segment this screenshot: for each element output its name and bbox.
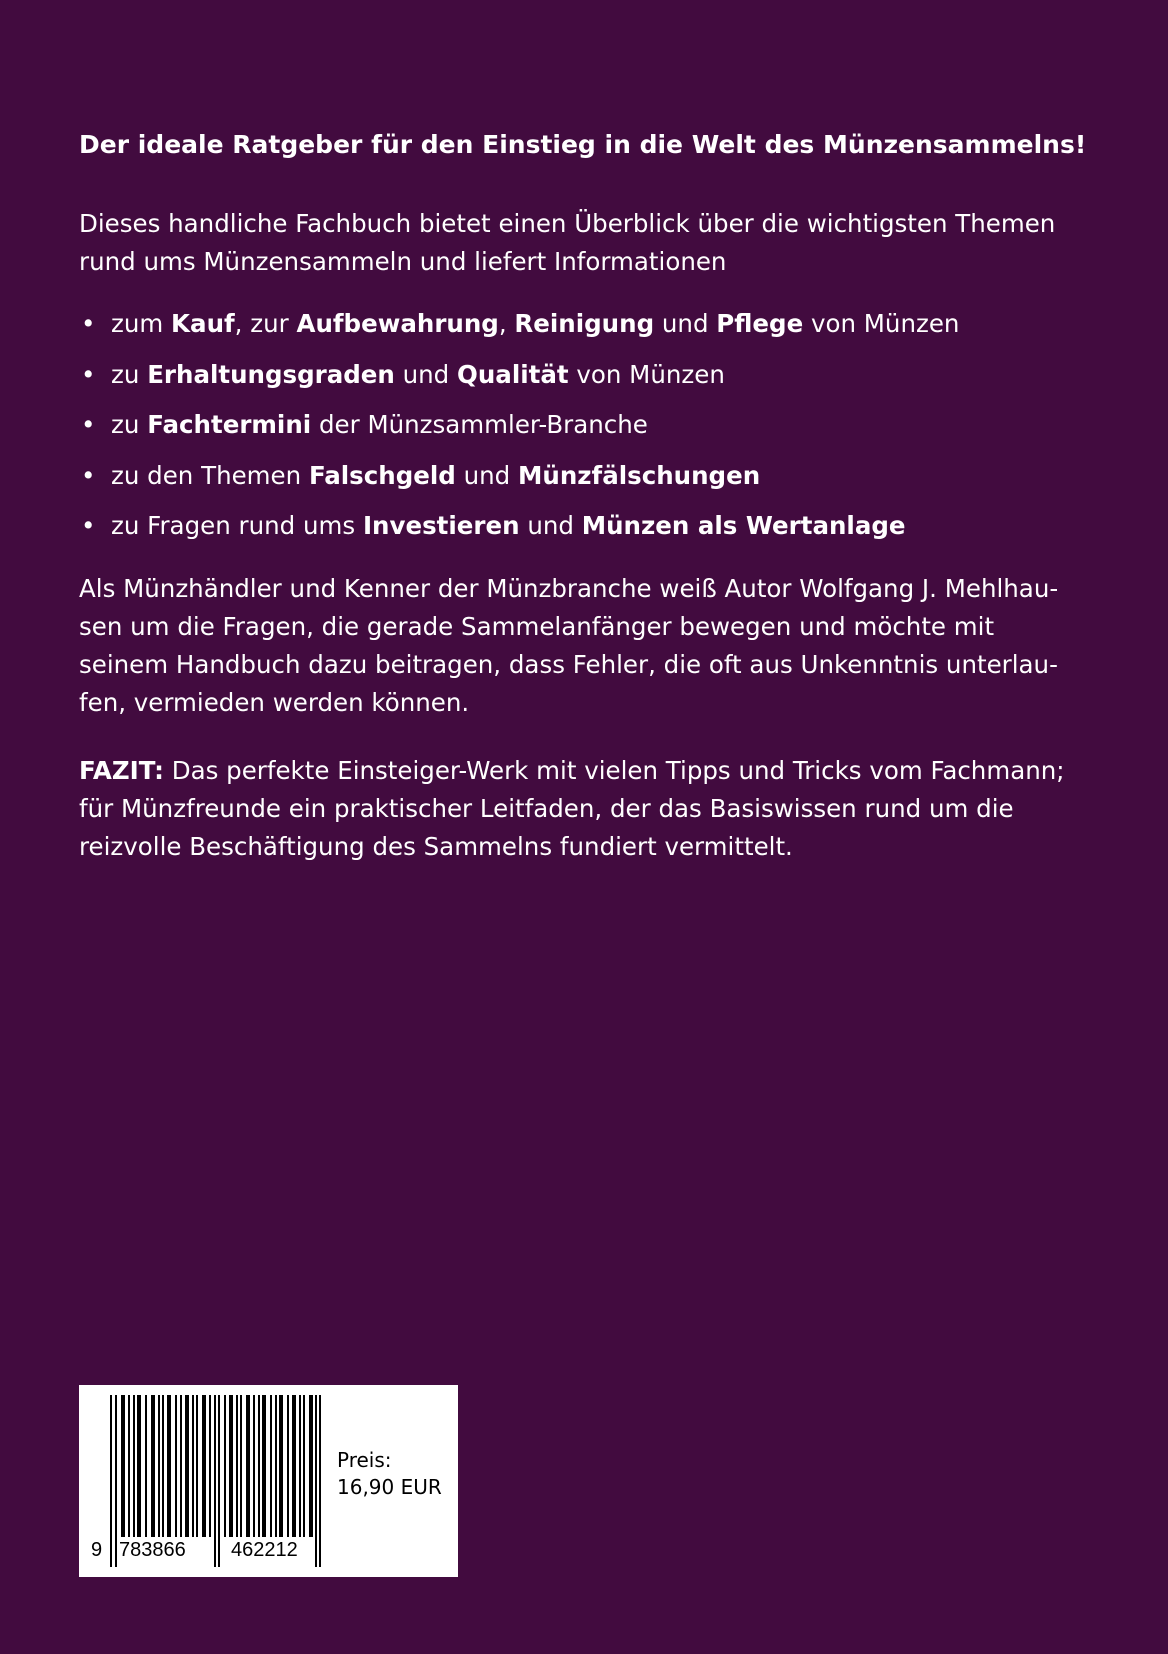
barcode-bar (287, 1395, 289, 1537)
bullet-keyword: Falschgeld (308, 460, 456, 490)
bullet-text: von Münzen (803, 309, 960, 338)
bullet-text: von Münzen (568, 359, 725, 389)
barcode-bar (246, 1395, 250, 1537)
barcode-bar (185, 1395, 189, 1537)
bullet-text: , (498, 309, 515, 338)
barcode-bar (180, 1395, 182, 1537)
author-line: Als Münzhändler und Kenner der Münzbranche weiß Autor Wolfgang J. Mehlhau- (79, 574, 1059, 603)
barcode-bar (279, 1395, 283, 1537)
author-paragraph (79, 570, 1099, 722)
barcode-bar (196, 1395, 198, 1537)
barcode-bar (158, 1395, 160, 1537)
barcode-bar (137, 1395, 141, 1537)
intro-paragraph (79, 205, 1079, 281)
bullet-text: , zur (234, 309, 297, 338)
barcode-bar (262, 1395, 266, 1537)
barcode-bar (229, 1395, 233, 1537)
bullet-text: zum (111, 309, 172, 338)
isbn-number (79, 1535, 409, 1565)
fazit-line: für Münzfreunde ein praktischer Leitfaden, der das Basiswissen rund um die (79, 794, 1014, 823)
barcode-bar (258, 1395, 260, 1537)
barcode-bar (162, 1395, 164, 1537)
headline: Der ideale Ratgeber für den Einstieg in die Welt des Münzensammelns! (79, 130, 1087, 159)
bullet-dot: • (81, 410, 96, 439)
barcode-bar (303, 1395, 305, 1537)
bullet-dot: • (81, 511, 96, 540)
bullet-keyword: Aufbewahrung (296, 309, 499, 338)
bullet-dot: • (81, 359, 96, 389)
isbn-right-group: 462212 (231, 1539, 298, 1561)
bullet-keyword: Erhaltungsgraden (147, 359, 395, 389)
price-value: 16,90 EUR (337, 1475, 442, 1499)
bullet-text: zu Fragen rund ums (111, 511, 363, 540)
bullet-text: zu (111, 410, 148, 439)
barcode-bar (236, 1395, 238, 1537)
bullet-text: zu (111, 359, 148, 389)
barcode-bar (275, 1395, 277, 1537)
topic-bullet-item (79, 507, 1099, 558)
topic-bullet-list (79, 305, 1099, 558)
barcode-bar (192, 1395, 194, 1537)
bullet-keyword: Investieren (362, 511, 520, 540)
price-block (337, 1447, 442, 1501)
bullet-text: zu den Themen (111, 460, 309, 490)
barcode-bar (253, 1395, 255, 1537)
barcode-bar (151, 1395, 155, 1537)
author-line: seinem Handbuch dazu beitragen, dass Fehler, die oft aus Unkenntnis unterlau- (79, 650, 1058, 679)
barcode-bar (292, 1395, 296, 1537)
bullet-keyword: Reinigung (514, 309, 655, 338)
fazit-paragraph (79, 752, 1099, 866)
bullet-keyword: Pflege (716, 309, 804, 338)
price-label: Preis: (337, 1448, 392, 1472)
author-line: sen um die Fragen, die gerade Sammelanfänger bewegen und möchte mit (79, 612, 995, 641)
barcode-bar (240, 1395, 242, 1537)
barcode-bar (224, 1395, 226, 1537)
intro-line: rund ums Münzensammeln und liefert Informationen (79, 247, 727, 276)
isbn-first-digit: 9 (91, 1539, 103, 1561)
bullet-text: und (394, 359, 458, 389)
bullet-keyword: Münzfälschungen (518, 460, 761, 490)
fazit-label: FAZIT: (79, 756, 164, 785)
author-line: fen, vermieden werden können. (79, 688, 470, 717)
bullet-text: und (519, 511, 582, 540)
intro-line: Dieses handliche Fachbuch bietet einen Überblick über die wichtigsten Themen (79, 209, 1056, 238)
barcode-bar (145, 1395, 147, 1537)
topic-bullet-item (79, 305, 1099, 356)
bullet-keyword: Münzen als Wertanlage (581, 511, 906, 540)
fazit-first-line (79, 752, 1099, 790)
barcode-bar (167, 1395, 171, 1537)
fazit-text: Das perfekte Einsteiger-Werk mit vielen Tipps und Tricks vom Fachmann; (163, 756, 1065, 785)
bullet-keyword: Fachtermini (147, 410, 312, 439)
barcode-label (79, 1385, 458, 1577)
topic-bullet-item (79, 406, 1099, 457)
barcode-bar (133, 1395, 135, 1537)
topic-bullet-item (79, 457, 1099, 508)
bullet-text: und (654, 309, 717, 338)
bullet-keyword: Kauf (171, 309, 235, 338)
bullet-dot: • (81, 309, 96, 338)
barcode-bar (209, 1395, 211, 1537)
barcode-bar (299, 1395, 301, 1537)
barcode-bar (175, 1395, 177, 1537)
bullet-dot: • (81, 460, 96, 490)
fazit-line: reizvolle Beschäftigung des Sammelns fundiert vermittelt. (79, 832, 793, 861)
topic-bullet-item (79, 356, 1099, 407)
bullet-keyword: Qualität (457, 359, 569, 389)
bullet-text: der Münzsammler-Branche (311, 410, 648, 439)
barcode-bar (202, 1395, 206, 1537)
bullet-text: und (455, 460, 519, 490)
isbn-left-group: 783866 (119, 1539, 186, 1561)
barcode-bar (270, 1395, 272, 1537)
barcode-bar (121, 1395, 125, 1537)
barcode-bar (128, 1395, 130, 1537)
barcode-bar (309, 1395, 313, 1537)
